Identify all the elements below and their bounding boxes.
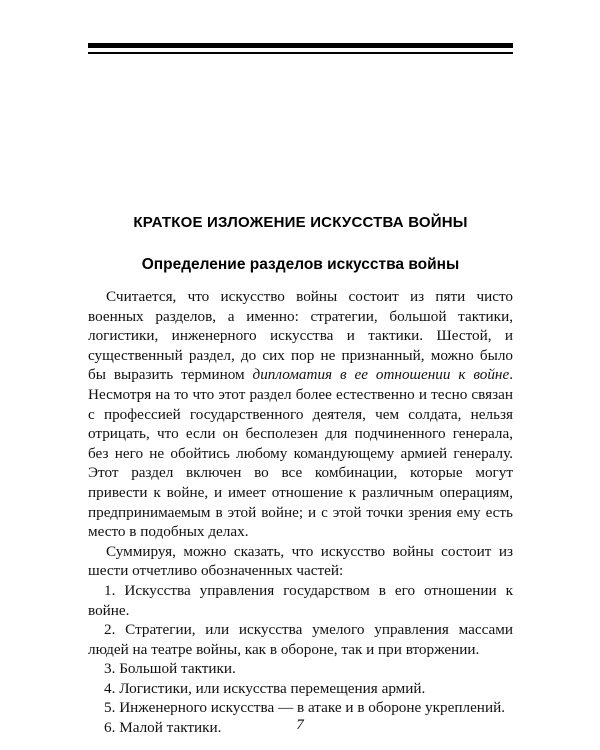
page-number: 7 <box>296 717 304 733</box>
paragraph-1-part-2: . Несмотря на то что этот раздел более естественно и тесно связан с профессией государственного деятеля, чем солдата, нельзя отрицать, что если он бесполезен для подчиненного генерала, без него не обойтись любому командующему армией генералу. Этот раздел включен во все комбинации, которые могут привести к войне, и имеет отношение к различным операциям, предпринимаемым в этой войне; и с этой точки зрения ему есть место в подобных делах. <box>88 366 513 541</box>
header-rule-thick <box>88 43 513 48</box>
list-item-3: 3. Большой тактики. <box>104 660 236 678</box>
list-item-5: 5. Инженерного искусства — в атаке и в обороне укреплений. <box>104 699 505 717</box>
list-item-6: 6. Малой тактики. <box>104 719 222 737</box>
paragraph-2: Суммируя, можно сказать, что искусство войны состоит из шести отчетливо обозначенных частей: <box>88 542 513 580</box>
list-item-1: 1. Искусства управления государством в его отношении к войне. <box>88 581 513 619</box>
paragraph-1 <box>88 287 513 542</box>
header-rule-thin <box>88 52 513 54</box>
list-item-4: 4. Логистики, или искусства перемещения армий. <box>104 679 426 697</box>
list-item-2: 2. Стратегии, или искусства умелого управления массами людей на театре войны, как в обороне, так и при вторжении. <box>88 621 513 658</box>
chapter-title: КРАТКОЕ ИЗЛОЖЕНИЕ ИСКУССТВА ВОЙНЫ <box>133 214 468 231</box>
section-title: Определение разделов искусства войны <box>141 256 460 273</box>
body-text <box>88 287 513 738</box>
paragraph-1-part-1: Считается, что искусство войны состоит из пяти чисто военных разделов, а именно: стратегии, большой тактики, логистики, инженерного искусства и тактики. Шестой, и существенный раздел, до сих пор не признанный, можно было бы выразить термином <box>88 288 513 384</box>
paragraph-1-italic-term: дипломатия в ее отношении к войне <box>252 366 510 384</box>
